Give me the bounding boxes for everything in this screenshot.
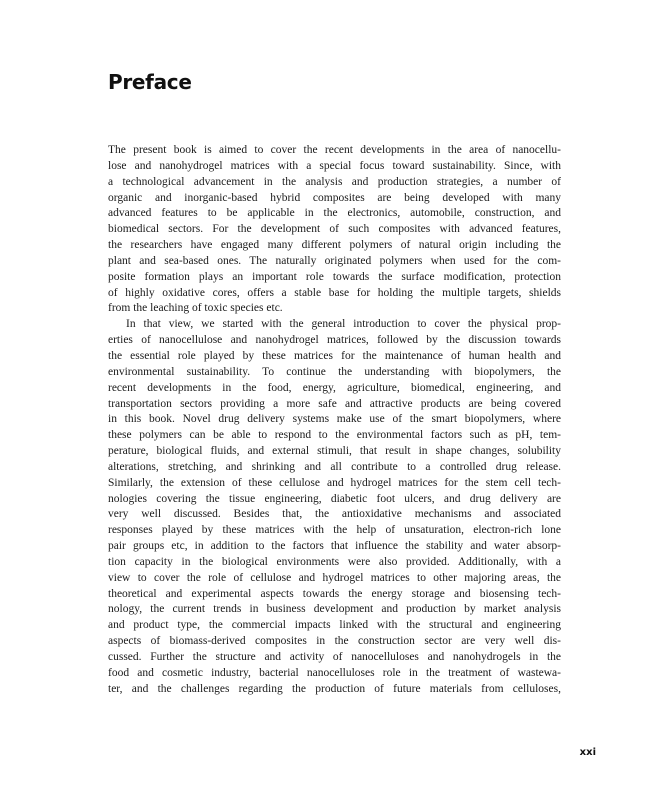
text-line: nology, the current trends in business development and production by market analysis <box>108 603 561 616</box>
text-line: and product type, the commercial impacts linked with the structural and engineering <box>108 619 561 632</box>
text-line: responses played by these matrices with the help of unsaturation, electron-rich lone <box>108 524 561 537</box>
preface-body <box>108 143 561 698</box>
page-title: Preface <box>108 70 192 94</box>
text-line: the researchers have engaged many different polymers of natural origin including the <box>108 239 561 252</box>
text-line: In that view, we started with the general introduction to cover the physical prop- <box>126 318 561 331</box>
text-line: of highly oxidative cores, offers a stable base for holding the multiple targets, shields <box>108 286 561 299</box>
text-line: erties of nanocellulose and nanohydrogel matrices, followed by the discussion towards <box>108 334 561 347</box>
text-line: transportation sectors providing a more safe and attractive products are being covered <box>108 397 561 410</box>
text-line: lose and nanohydrogel matrices with a special focus toward sustainability. Since, with <box>108 159 561 172</box>
text-line: alterations, stretching, and shrinking and all contribute to a controlled drug release. <box>108 460 561 473</box>
text-line: food and cosmetic industry, bacterial nanocelluloses role in the treatment of wastewa- <box>108 666 561 679</box>
text-line: advanced features to be applicable in the electronics, automobile, construction, and <box>108 207 561 220</box>
text-line: pair groups etc, in addition to the factors that influence the stability and water absorp- <box>108 540 561 553</box>
text-line: aspects of biomass-derived composites in the construction sector are very well dis- <box>108 635 561 648</box>
text-line: tion capacity in the biological environments were also provided. Additionally, with a <box>108 555 561 568</box>
text-line: in this book. Novel drug delivery systems make use of the smart biopolymers, where <box>108 413 561 426</box>
text-line: theoretical and experimental aspects towards the energy storage and biosensing tech- <box>108 587 561 600</box>
text-line: the essential role played by these matrices for the maintenance of human health and <box>108 349 561 362</box>
text-line: view to cover the role of cellulose and hydrogel matrices to other majoring areas, the <box>108 571 561 584</box>
text-line: posite formation plays an important role towards the surface modification, protection <box>108 270 561 283</box>
page-number: xxi <box>579 747 596 758</box>
text-line: these polymers can be able to respond to the environmental factors such as pH, tem- <box>108 429 561 442</box>
text-line: organic and inorganic-based hybrid composites are being developed with many <box>108 191 561 204</box>
text-line: cussed. Further the structure and activity of nanocelluloses and nanohydrogels in the <box>108 651 561 663</box>
text-line: environmental sustainability. To continue the understanding with biopolymers, the <box>108 365 561 378</box>
text-line: from the leaching of toxic species etc. <box>108 302 283 315</box>
text-line: plant and sea-based ones. The naturally originated polymers when used for the com- <box>108 254 561 267</box>
text-line: very well discussed. Besides that, the antioxidative mechanisms and associated <box>108 508 561 521</box>
text-line: a technological advancement in the analysis and production strategies, a number of <box>108 175 561 188</box>
text-line: The present book is aimed to cover the recent developments in the area of nanocellu- <box>108 144 561 156</box>
text-line: recent developments in the food, energy, agriculture, biomedical, engineering, and <box>108 381 561 394</box>
text-line: Similarly, the extension of these cellulose and hydrogel matrices for the stem cell tech- <box>108 476 561 489</box>
text-line: ter, and the challenges regarding the production of future materials from celluloses, <box>108 682 561 695</box>
text-line: nologies covering the tissue engineering, diabetic foot ulcers, and drug delivery are <box>108 492 561 505</box>
text-line: biomedical sectors. For the development of such composites with advanced features, <box>108 223 561 236</box>
text-line: perature, biological fluids, and external stimuli, that result in shape changes, solubility <box>108 445 561 458</box>
